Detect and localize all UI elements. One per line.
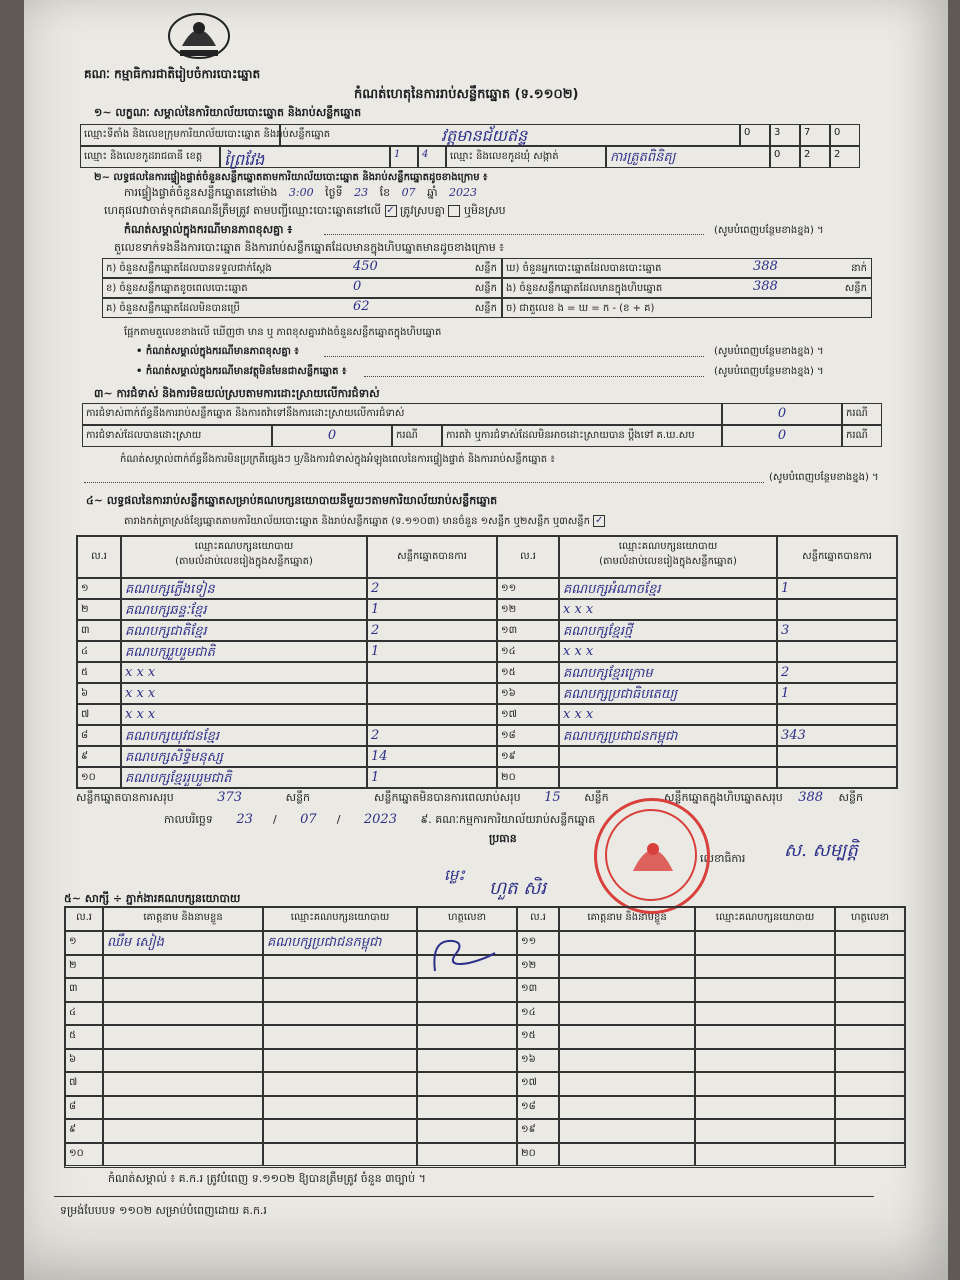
s5-row-no: ៥ (65, 1025, 103, 1049)
s5-row-no: ៦ (65, 1049, 103, 1073)
s4-row-no: ១៦ (497, 683, 559, 704)
s4-chair: ប្រធាន (489, 832, 517, 845)
s4-row-no: ១៥ (497, 662, 559, 683)
s5-row-name (103, 1072, 263, 1096)
witness-signature (425, 933, 505, 977)
s5-row-no: ១០ (65, 1143, 103, 1167)
s5-row-name (559, 1049, 695, 1073)
s5-row-sig (835, 955, 905, 979)
s5-row-sig (417, 1119, 517, 1143)
s5-row-party (263, 955, 417, 979)
s4-total-invalid: 15 (544, 790, 561, 805)
s5-row-no: ២០ (517, 1143, 559, 1167)
s4-row-no: ១៩ (497, 746, 559, 767)
s5-row-name (103, 955, 263, 979)
s4-row-votes: 3 (777, 620, 897, 641)
s5-row-party (695, 1072, 835, 1096)
s5-row-no: ៩ (65, 1119, 103, 1143)
s4-row-votes: 1 (777, 578, 897, 599)
s5-row-no: ៣ (65, 978, 103, 1002)
s5-row-sig (835, 1002, 905, 1026)
sign-chair: ហួត សិរ (489, 878, 547, 899)
s5-row-name (559, 1025, 695, 1049)
s4-row-no: ១៨ (497, 725, 559, 746)
s5-row-name (103, 1119, 263, 1143)
s4-row-no: ១ (77, 578, 121, 599)
s5-row-sig (835, 1119, 905, 1143)
s4-row-votes: 2 (777, 662, 897, 683)
s4-row-no: ១២ (497, 599, 559, 620)
sign-secretary: ស. សម្បត្តិ (784, 840, 858, 861)
s1-row1-value: វត្តមានជ័យឥន្ទ (441, 126, 528, 145)
section3-title: ៣~ ការជំទាស់ និងការមិនយល់ស្របតាមការដោះស្រាយលើការជំទាស់ (94, 387, 380, 400)
s4-row-no: ១៤ (497, 641, 559, 662)
s1-code-cell: 0 (830, 124, 860, 146)
s4-row-party: x x x (121, 662, 367, 683)
s5-row-party (263, 978, 417, 1002)
s4-row-party (559, 767, 777, 788)
s5-row-no: ១៦ (517, 1049, 559, 1073)
s5-row-name (103, 1002, 263, 1026)
s5-row-no: ១៥ (517, 1025, 559, 1049)
s5-row-name (559, 1143, 695, 1167)
s1-row1-value-cell (280, 124, 740, 146)
s5-row-party: គណបក្សប្រជាជនកម្ពុជា (263, 931, 417, 955)
s4-row-party: x x x (559, 641, 777, 662)
s4-row-votes: 14 (367, 746, 497, 767)
s1-pcode-cell: 4 (418, 146, 446, 168)
s1-commune-label: ឈ្មោះ និងលេខកូដឃុំ សង្កាត់ (446, 146, 606, 168)
official-stamp (594, 798, 710, 914)
s5-row-name (103, 1096, 263, 1120)
section2-title: ២~ លទ្ធផលនៃការផ្ទៀងផ្ទាត់ចំនួនសន្លឹកឆ្នោតតាមការិយាល័យបោះឆ្នោត និងរាប់សន្លឹកឆ្នោតដូចខាងក្រោម ៖ (94, 172, 488, 183)
s5-row-sig (835, 931, 905, 955)
section1-title: ១~ លក្ខណៈ សម្គាល់នៃការិយាល័យបោះឆ្នោត និងរាប់សន្លឹកឆ្នោត (94, 106, 362, 119)
s5-row-sig (835, 1072, 905, 1096)
s1-ccode-cell: 2 (800, 146, 830, 168)
s3-r1-value: 0 (722, 403, 842, 425)
s4-row-votes (777, 746, 897, 767)
s5-row-sig (835, 1025, 905, 1049)
s1-commune-cell (606, 146, 770, 168)
s4-row-no: ៩ (77, 746, 121, 767)
s4-table: ល.រ ឈ្មោះគណបក្សនយោបាយ (តាមលំដាប់លេខរៀងក្នុងសន្លឹកឆ្នោត) សន្លឹកឆ្នោតបានការ ល.រ ឈ្មោះគណបក្សនយោបាយ (តាមលំដាប់លេខរៀងក្នុងសន្លឹកឆ្នោត) សន្លឹកឆ្នោតបានការ ១ គណបក្សភ្លើងទៀន 2 ១១ គណបក្សអំណាចខ្មែរ 1 ២ គណបក្សឆន្ទៈខ្មែរ 1 ១២ x x x ៣ គណបក្សជាតិខ្មែរ 2 ១៣ គណបក្សខ្មែរថ្មី 3 ៤ គណបក្សរួបរួមជាតិ 1 ១៤ x x x ៥ x x x ១៥ គណបក្សខ្មែរក្រោម 2 ៦ x x x ១៦ គណបក្សប្រជាធិបតេយ្យ 1 ៧ x x x ១៧ x x x ៨ គណបក្សយុវជនខ្មែរ 2 ១៨ គណបក្សប្រជាជនកម្ពុជា 343 ៩ គណបក្សសិទ្ធិមនុស្ស 14 ១៩ ១០ គណបក្សខ្មែររួបរួមជាតិ 1 ២០ (76, 535, 898, 789)
s5-row-no: ៤ (65, 1002, 103, 1026)
s5-row-party (263, 1119, 417, 1143)
s1-pcode-cell: 1 (390, 146, 418, 168)
sign-1: ម្លេះ (444, 866, 465, 884)
s5-row-sig (835, 978, 905, 1002)
form-page: គណៈ កម្មាធិការជាតិរៀបចំការបោះឆ្នោត កំណត់ហេតុនៃការរាប់សន្លឹកឆ្នោត (ទ.១១០២) ១~ លក្ខណៈ សម្គាល់នៃការិយាល័យបោះឆ្នោត និងរាប់សន្លឹកឆ្នោត ឈ្មោះទីតាំង និងលេខក្រុមការិយាល័យបោះឆ្នោត និងរាប់សន្លឹកឆ្នោត វត្តមានជ័យឥន្ទ 0 3 7 0 ឈ្មោះ និងលេខកូដរាជធានី ខេត្ត ព្រៃវែង 1 4 ឈ្មោះ និងលេខកូដឃុំ សង្កាត់ ការត្រួតពិនិត្យ 0 2 2 ២~ លទ្ធផលនៃការផ្ទៀងផ្ទាត់ចំនួនសន្លឹកឆ្នោតតាមការិយាល័យបោះឆ្នោត និងរាប់សន្លឹកឆ្នោតដូចខាងក្រោម ៖ ការផ្ទៀងផ្ទាត់ចំនួនសន្លឹកឆ្នោតនៅម៉ោង 3:00 ថ្ងៃទី 23 ខែ 07 ឆ្នាំ 2023 ហេតុផលវាចាត់ទុកជាគណនីត្រឹមត្រូវ តាមបញ្ជីឈ្មោះបោះឆ្នោតនៅលើ ✓ ត្រូវស្របគ្នា ឬមិនស្រប កំណត់សម្គាល់ក្នុងករណីមានភាពខុសគ្នា ៖ (សូមបំពេញបន្ថែមខាងខ្នង) ។ តួលេខទាក់ទងនឹងការបោះឆ្នោត និងការរាប់សន្លឹកឆ្នោតដែលមានក្នុងហិបឆ្នោតមានដូចខាងក្រោម ៖ ក) ចំនួនសន្លឹកឆ្នោតដែលបានទទួលជាក់ស្ដែង 450 សន្លឹក ខ) ចំនួនសន្លឹកឆ្នោតខូចពេលបោះឆ្នោត 0 សន្លឹក គ) ចំនួនសន្លឹកឆ្នោតដែលមិនបានប្រើ 62 សន្លឹក ឃ) ចំនួនអ្នកបោះឆ្នោតដែលបានបោះឆ្នោត 388 នាក់ ង) ចំនួនសន្លឹកឆ្នោតដែលមានក្នុងហិបឆ្នោត 388 សន្លឹក ច) ជាតួលេខ ង = ឃ = ក - (ខ + គ) ផ្អែកតាមតួលេខខាងលើ ឃើញថា មាន ឬ ភាពខុសគ្នារវាងចំនួនសន្លឹកឆ្នោតក្នុងហិបឆ្នោត • កំណត់សម្គាល់ក្នុងករណីមានភាពខុសគ្នា ៖ (សូមបំពេញបន្ថែមខាងខ្នង) ។ • កំណត់សម្គាល់ក្នុងករណីមានវត្ថុមិនមែនជាសន្លឹកឆ្នោត ៖ (សូមបំពេញបន្ថែមខាងខ្នង) ។ ៣~ ការជំទាស់ និងការមិនយល់ស្របតាមការដោះស្រាយលើការជំទាស់ ការជំទាស់ពាក់ព័ន្ធនឹងការរាប់សន្លឹកឆ្នោត និងការតវ៉ាទៅនឹងការដោះស្រាយលើការជំទាស់ 0 ករណី ការជំទាស់ដែលបានដោះស្រាយ 0 ករណី ការតវ៉ា ឬការជំទាស់ដែលមិនអាចដោះស្រាយបាន ប្ដឹងទៅ គ.ឃ.សប 0 ករណី កំណត់សម្គាល់ពាក់ព័ន្ធនឹងការមិនប្រក្រតីផ្សេងៗ ឬ/និងការជំទាស់ក្នុងអំឡុងពេលនៃការផ្ទៀងផ្ទាត់ និងការរាប់សន្លឹកឆ្នោត ៖ (សូមបំពេញបន្ថែមខាងខ្នង) ។ ៤~ លទ្ធផលនៃការរាប់សន្លឹកឆ្នោតសម្រាប់គណបក្សនយោបាយនីមួយៗតាមការិយាល័យរាប់សន្លឹកឆ្នោត តារាងកត់ត្រាស្រង់ខ្សែឆ្នោតតាមការិយាល័យបោះឆ្នោត និងរាប់សន្លឹកឆ្នោត (ទ.១១០៣) មានចំនួន ១សន្លឹក ឬ២សន្លឹក ឬ៣សន្លឹក ✓ ល.រ ឈ្មោះគណបក្សនយោបាយ (តាមលំដាប់លេខរៀងក្នុងសន្លឹកឆ្នោត) សន្លឹកឆ្នោតបានការ ល.រ ឈ្មោះគណបក្សនយោបាយ (តាមលំដាប់លេខរៀងក្នុងសន្លឹកឆ្នោត) សន្លឹកឆ្នោតបានការ ១ គណបក្សភ្លើងទៀន 2 ១១ គណបក្សអំណាចខ្មែរ 1 ២ គណបក្សឆន្ទៈខ្មែរ 1 ១២ x x x ៣ គណបក្សជាតិខ្មែរ 2 ១៣ គណបក្សខ្មែរថ្មី 3 ៤ គណបក្សរួបរួមជាតិ 1 ១៤ x x x ៥ x x x ១៥ គណបក្សខ្មែរក្រោម 2 ៦ x x x ១៦ គណបក្សប្រជាធិបតេយ្យ 1 ៧ x x x ១៧ x x x ៨ គណបក្សយុវជនខ្មែរ 2 ១៨ គណបក្សប្រជាជនកម្ពុជា 343 ៩ គណបក្សសិទ្ធិមនុស្ស 14 ១៩ ១០ គណបក្សខ្មែររួបរួមជាតិ 1 ២០ សន្លឹកឆ្នោតបានការសរុប 373 សន្លឹក សន្លឹកឆ្នោតមិនបានការពេលរាប់សរុប 15 សន្លឹក សន្លឹកឆ្នោតក្នុងហិបឆ្នោតសរុប 388 សន្លឹក កាលបរិច្ឆេទ 23 / 07 / 2023 ៩. គណៈកម្មការការិយាល័យរាប់សន្លឹកឆ្នោត ប្រធាន លេខាធិការ ម្លេះ ហួត សិរ ស. សម្បត្តិ ៥~ សាក្សី ÷ ភ្នាក់ងារគណបក្សនយោបាយ ល.រ គោត្តនាម និងនាមខ្លួន ឈ្មោះគណបក្សនយោបាយ ហត្ថលេខា ល.រ គោត្តនាម និងនាមខ្លួន ឈ្មោះគណបក្សនយោបាយ ហត្ថលេខា ១ ឈឹម សៀង គណបក្សប្រជាជនកម្ពុជា ១១ ២ ១២ ៣ ១៣ ៤ ១៤ ៥ ១៥ ៦ ១៦ ៧ ១៧ ៨ ១៨ ៩ ១៩ ១០ ២០ កំណត់សម្គាល់ ៖ គ.ក.រ ត្រូវបំពេញ ទ.១១០២ ឱ្យបានត្រឹមត្រូវ ចំនួន ៣ច្បាប់ ។ ទម្រង់បែបបទ ១១០២ សម្រាប់បំពេញដោយ គ.ក.រ (24, 0, 948, 1280)
s1-province: ព្រៃវែង (224, 150, 265, 169)
s4-row-no: ១០ (77, 767, 121, 788)
s2-row-e: ង) ចំនួនសន្លឹកឆ្នោតដែលមានក្នុងហិបឆ្នោត 388 សន្លឹក (502, 278, 872, 298)
s5-row-sig (417, 1002, 517, 1026)
s4-row-votes (367, 662, 497, 683)
s4-row-votes (777, 704, 897, 725)
s5-row-sig (835, 1049, 905, 1073)
footer-note: កំណត់សម្គាល់ ៖ គ.ក.រ ត្រូវបំពេញ ទ.១១០២ ឱ្យបានត្រឹមត្រូវ ចំនួន ៣ច្បាប់ ។ (108, 1172, 426, 1185)
org-name: គណៈ កម្មាធិការជាតិរៀបចំការបោះឆ្នោត (84, 67, 261, 81)
s2-note-label: កំណត់សម្គាល់ក្នុងករណីមានភាពខុសគ្នា ៖ (124, 223, 293, 236)
s5-table: ល.រ គោត្តនាម និងនាមខ្លួន ឈ្មោះគណបក្សនយោបាយ ហត្ថលេខា ល.រ គោត្តនាម និងនាមខ្លួន ឈ្មោះគណបក្សនយោបាយ ហត្ថលេខា ១ ឈឹម សៀង គណបក្សប្រជាជនកម្ពុជា ១១ ២ ១២ ៣ ១៣ ៤ ១៤ ៥ ១៥ ៦ ១៦ ៧ ១៧ ៨ ១៨ ៩ ១៩ ១០ ២០ (64, 906, 906, 1168)
s5-row-name (559, 1096, 695, 1120)
s4-row-no: ១៣ (497, 620, 559, 641)
s4-row-party: គណបក្សសិទ្ធិមនុស្ស (121, 746, 367, 767)
s4-row-party: x x x (121, 683, 367, 704)
s4-row-party: x x x (559, 599, 777, 620)
s3-r2-label: ការជំទាស់ដែលបានដោះស្រាយ (82, 425, 272, 447)
s5-row-no: ៧ (65, 1072, 103, 1096)
s4-row-votes: 1 (367, 599, 497, 620)
s4-secretary: លេខាធិការ (700, 852, 746, 865)
s5-row-no: ៨ (65, 1096, 103, 1120)
s4-row-party: គណបក្សរួបរួមជាតិ (121, 641, 367, 662)
s4-row-votes: 343 (777, 725, 897, 746)
check-ok-box[interactable]: ✓ (386, 205, 395, 216)
s4-row-party: គណបក្សខ្មែរក្រោម (559, 662, 777, 683)
s2-check-line: ហេតុផលវាចាត់ទុកជាគណនីត្រឹមត្រូវ តាមបញ្ជីឈ្មោះបោះឆ្នោតនៅលើ ✓ ត្រូវស្របគ្នា ឬមិនស្រប (104, 204, 506, 217)
s1-ccode-cell: 2 (830, 146, 860, 168)
s4-row-no: ៤ (77, 641, 121, 662)
s1-code-cell: 3 (770, 124, 800, 146)
s4-row-no: ៧ (77, 704, 121, 725)
s5-row-name (103, 1049, 263, 1073)
divider (54, 1196, 874, 1197)
s4-row-party: គណបក្សខ្មែរថ្មី (559, 620, 777, 641)
s4-row-party: គណបក្សយុវជនខ្មែរ (121, 725, 367, 746)
s4-sheet-check[interactable]: ✓ (594, 515, 604, 526)
s4-total-box: 388 (798, 790, 824, 805)
s5-row-name (103, 1143, 263, 1167)
s5-row-name: ឈឹម សៀង (103, 931, 263, 955)
stamp-emblem-icon (627, 829, 679, 881)
s4-row-party: គណបក្សប្រជាជនកម្ពុជា (559, 725, 777, 746)
s4-row-no: ២ (77, 599, 121, 620)
s2-diff-line: ផ្អែកតាមតួលេខខាងលើ ឃើញថា មាន ឬ ភាពខុសគ្នារវាងចំនួនសន្លឹកឆ្នោតក្នុងហិបឆ្នោត (124, 327, 442, 338)
s2-time: 3:00 (288, 186, 314, 199)
s2-row-d: ឃ) ចំនួនអ្នកបោះឆ្នោតដែលបានបោះឆ្នោត 388 នាក់ (502, 258, 872, 278)
s5-row-party (695, 1143, 835, 1167)
s1-code-cell: 0 (740, 124, 770, 146)
s4-row-party: x x x (559, 704, 777, 725)
s5-row-party (263, 1072, 417, 1096)
s5-row-sig (417, 1096, 517, 1120)
s5-row-sig (835, 1143, 905, 1167)
s4-row-party (559, 746, 777, 767)
s4-row-party: គណបក្សខ្មែររួបរួមជាតិ (121, 767, 367, 788)
s5-row-name (559, 1002, 695, 1026)
s5-row-no: ១៤ (517, 1002, 559, 1026)
s2-row-b: ខ) ចំនួនសន្លឹកឆ្នោតខូចពេលបោះឆ្នោត 0 សន្លឹក (102, 278, 502, 298)
s4-row-votes: 2 (367, 620, 497, 641)
s4-row-votes: 2 (367, 725, 497, 746)
s4-total-valid: 373 (217, 790, 243, 805)
s5-row-party (695, 955, 835, 979)
s5-row-name (559, 1119, 695, 1143)
s2-note-hint: (សូមបំពេញបន្ថែមខាងខ្នង) ។ (714, 225, 824, 236)
s2-note3: • កំណត់សម្គាល់ក្នុងករណីមានវត្ថុមិនមែនជាសន្លឹកឆ្នោត ៖ (136, 366, 347, 377)
s4-date-line: កាលបរិច្ឆេទ 23 / 07 / 2023 ៩. គណៈកម្មការការិយាល័យរាប់សន្លឹកឆ្នោត (164, 812, 596, 827)
s5-row-party (263, 1143, 417, 1167)
s4-row-votes: 1 (777, 683, 897, 704)
s5-row-no: ១ (65, 931, 103, 955)
s4-row-no: ១១ (497, 578, 559, 599)
s4-intro: តារាងកត់ត្រាស្រង់ខ្សែឆ្នោតតាមការិយាល័យបោះឆ្នោត និងរាប់សន្លឹកឆ្នោត (ទ.១១០៣) មានចំនួន ១សន្លឹក ឬ២សន្លឹក ឬ៣សន្លឹក ✓ (124, 515, 604, 527)
s5-row-sig (417, 1049, 517, 1073)
s5-row-no: ១៨ (517, 1096, 559, 1120)
s5-row-party (695, 1002, 835, 1026)
s5-row-sig (417, 1025, 517, 1049)
s5-row-name (103, 978, 263, 1002)
section5-title: ៥~ សាក្សី ÷ ភ្នាក់ងារគណបក្សនយោបាយ (64, 892, 241, 905)
s1-row1-label: ឈ្មោះទីតាំង និងលេខក្រុមការិយាល័យបោះឆ្នោត និងរាប់សន្លឹកឆ្នោត (80, 124, 280, 146)
s5-row-no: ១១ (517, 931, 559, 955)
s2-row-f: ច) ជាតួលេខ ង = ឃ = ក - (ខ + គ) (502, 298, 872, 318)
s5-row-sig (417, 1072, 517, 1096)
s5-row-name (559, 955, 695, 979)
s4-row-votes (367, 704, 497, 725)
s5-row-sig (417, 1143, 517, 1167)
check-no-box[interactable] (448, 205, 460, 217)
s1-province-cell (220, 146, 390, 168)
s2-row-c: គ) ចំនួនសន្លឹកឆ្នោតដែលមិនបានប្រើ 62 សន្លឹក (102, 298, 502, 318)
s5-row-party (695, 931, 835, 955)
s4-row-no: ៣ (77, 620, 121, 641)
s5-row-sig (417, 978, 517, 1002)
s5-row-name (103, 1025, 263, 1049)
s4-row-party: គណបក្សឆន្ទៈខ្មែរ (121, 599, 367, 620)
emblem-icon (162, 6, 236, 62)
s4-row-party: x x x (121, 704, 367, 725)
s1-ccode-cell: 0 (770, 146, 800, 168)
s5-row-party (263, 1025, 417, 1049)
s4-row-votes (367, 683, 497, 704)
s4-row-no: ៦ (77, 683, 121, 704)
s5-row-party (695, 1119, 835, 1143)
s4-totals: សន្លឹកឆ្នោតបានការសរុប 373 សន្លឹក (76, 790, 311, 805)
s4-row-party: គណបក្សភ្លើងទៀន (121, 578, 367, 599)
s4-row-votes (777, 599, 897, 620)
s5-row-no: ១៧ (517, 1072, 559, 1096)
s4-row-votes: 1 (367, 767, 497, 788)
s4-row-no: ៨ (77, 725, 121, 746)
s2-time-line: ការផ្ទៀងផ្ទាត់ចំនួនសន្លឹកឆ្នោតនៅម៉ោង 3:00 ថ្ងៃទី 23 ខែ 07 ឆ្នាំ 2023 (124, 186, 478, 199)
s3-note: កំណត់សម្គាល់ពាក់ព័ន្ធនឹងការមិនប្រក្រតីផ្សេងៗ ឬ/និងការជំទាស់ក្នុងអំឡុងពេលនៃការផ្ទៀងផ្ទាត់ និងការរាប់សន្លឹកឆ្នោត ៖ (120, 454, 555, 465)
s5-row-name (559, 978, 695, 1002)
s5-row-party (695, 1096, 835, 1120)
s5-row-no: ២ (65, 955, 103, 979)
s4-row-votes: 1 (367, 641, 497, 662)
s2-subtitle: តួលេខទាក់ទងនឹងការបោះឆ្នោត និងការរាប់សន្លឹកឆ្នោតដែលមានក្នុងហិបឆ្នោតមានដូចខាងក្រោម ៖ (114, 241, 505, 254)
s1-code-cell: 7 (800, 124, 830, 146)
s5-row-no: ១២ (517, 955, 559, 979)
s5-row-party (695, 978, 835, 1002)
s5-row-name (559, 931, 695, 955)
s2-note2: • កំណត់សម្គាល់ក្នុងករណីមានភាពខុសគ្នា ៖ (136, 346, 299, 357)
s4-row-party: គណបក្សអំណាចខ្មែរ (559, 578, 777, 599)
s5-row-no: ១៣ (517, 978, 559, 1002)
s5-row-name (559, 1072, 695, 1096)
s4-row-no: ២០ (497, 767, 559, 788)
s3-r1-label: ការជំទាស់ពាក់ព័ន្ធនឹងការរាប់សន្លឹកឆ្នោត និងការតវ៉ាទៅនឹងការដោះស្រាយលើការជំទាស់ (82, 403, 722, 425)
s5-row-party (695, 1025, 835, 1049)
s5-row-party (263, 1096, 417, 1120)
s4-row-votes: 2 (367, 578, 497, 599)
s4-row-votes (777, 641, 897, 662)
s4-row-party: គណបក្សជាតិខ្មែរ (121, 620, 367, 641)
s1-commune: ការត្រួតពិនិត្យ (610, 150, 676, 165)
s4-row-no: ១៧ (497, 704, 559, 725)
s5-row-party (263, 1002, 417, 1026)
s5-row-no: ១៩ (517, 1119, 559, 1143)
s4-row-votes (777, 767, 897, 788)
form-bottom-label: ទម្រង់បែបបទ ១១០២ សម្រាប់បំពេញដោយ គ.ក.រ (60, 1204, 267, 1217)
s1-row2-label: ឈ្មោះ និងលេខកូដរាជធានី ខេត្ត (80, 146, 220, 168)
form-title: កំណត់ហេតុនៃការរាប់សន្លឹកឆ្នោត (ទ.១១០២) (354, 87, 579, 102)
s4-row-party: គណបក្សប្រជាធិបតេយ្យ (559, 683, 777, 704)
s5-row-sig (835, 1096, 905, 1120)
s5-row-party (695, 1049, 835, 1073)
s5-row-party (263, 1049, 417, 1073)
section4-title: ៤~ លទ្ធផលនៃការរាប់សន្លឹកឆ្នោតសម្រាប់គណបក្សនយោបាយនីមួយៗតាមការិយាល័យរាប់សន្លឹកឆ្នោត (86, 494, 498, 507)
s2-row-a: ក) ចំនួនសន្លឹកឆ្នោតដែលបានទទួលជាក់ស្ដែង 450 សន្លឹក (102, 258, 502, 278)
s4-row-no: ៥ (77, 662, 121, 683)
